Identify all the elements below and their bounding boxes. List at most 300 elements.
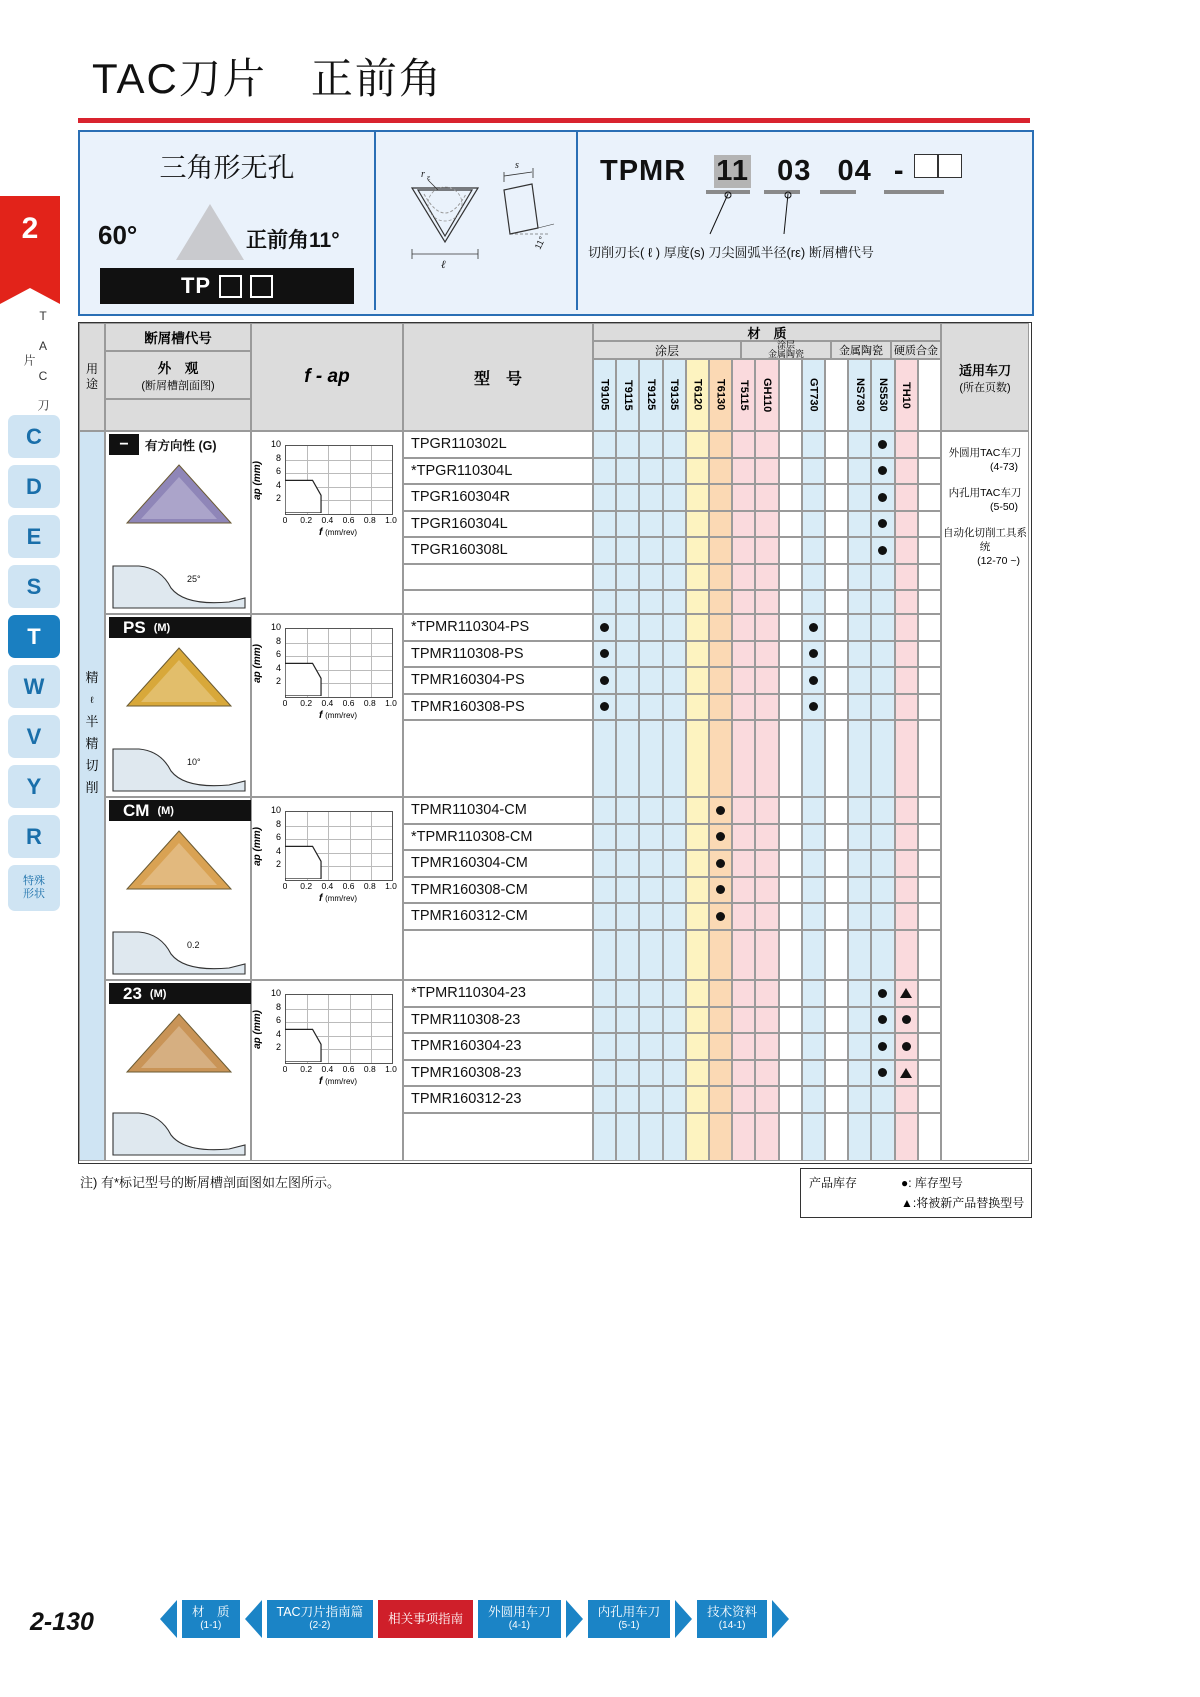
grade-cell-filler [663, 930, 686, 981]
groove-section-2 [109, 918, 249, 976]
stock-dot-icon [716, 859, 725, 868]
groove-section-3 [109, 1099, 249, 1157]
grade-cell-filler [639, 1113, 662, 1162]
grade-cell [663, 458, 686, 485]
grade-cell [755, 431, 778, 458]
grade-cell [871, 537, 894, 564]
chart-xtick: 1.0 [385, 698, 397, 708]
grade-cell [848, 877, 871, 904]
chart-xtick: 0.8 [363, 698, 376, 708]
grade-cell [871, 564, 894, 591]
grade-cell [616, 458, 639, 485]
chart-ytick: 6 [275, 649, 281, 660]
grade-cell [593, 850, 616, 877]
grade-cell-filler [663, 720, 686, 797]
grade-cell-filler [755, 590, 778, 614]
rail-special-shapes[interactable] [8, 865, 60, 911]
column-header-appearance [105, 351, 251, 399]
grade-cell [732, 458, 755, 485]
model-cell: TPGR160308L [403, 537, 593, 564]
grade-header-T9135 [663, 359, 686, 431]
grade-cell [848, 903, 871, 930]
rail-letter-e[interactable]: E [8, 515, 60, 558]
grade-cell [593, 614, 616, 641]
stock-dot-icon [878, 519, 887, 528]
grade-cell [848, 1060, 871, 1087]
grade-cell [686, 431, 709, 458]
nav-button-insert-guide-sub: (2-2) [309, 1620, 331, 1631]
grade-cell [593, 694, 616, 721]
included-angle: 60° [98, 220, 138, 250]
grade-cell [779, 694, 802, 721]
grade-cell [686, 641, 709, 668]
grade-cell [616, 1007, 639, 1034]
chart-xtick: 0.8 [363, 1064, 376, 1074]
nav-button-external-turning[interactable] [478, 1600, 561, 1638]
stock-dot-icon [878, 1042, 887, 1051]
grade-cell [686, 1060, 709, 1087]
grade-cell [639, 1007, 662, 1034]
product-table [78, 322, 1032, 1164]
grade-cell [802, 903, 825, 930]
grade-cell [709, 1086, 732, 1113]
grade-header-label: T6130 [714, 379, 727, 411]
grade-cell [848, 1007, 871, 1034]
chart-xlabel: f (mm/rev) [318, 710, 358, 721]
grade-cell-filler [755, 720, 778, 797]
chapter-badge [0, 196, 60, 288]
stock-dot-icon [600, 676, 609, 685]
svg-text:s: s [515, 160, 519, 171]
grade-cell [802, 1033, 825, 1060]
chart-application-area [285, 628, 391, 696]
grade-cell [895, 667, 918, 694]
grade-cell [593, 511, 616, 538]
grade-cell [732, 641, 755, 668]
grade-cell [895, 1033, 918, 1060]
chart-xlabel: f (mm/rev) [318, 1076, 358, 1087]
grade-cell [802, 1007, 825, 1034]
grade-cell [755, 1033, 778, 1060]
grade-cell [663, 877, 686, 904]
grade-cell-filler [825, 590, 848, 614]
nav-button-technical[interactable] [697, 1600, 767, 1638]
grade-cell [871, 797, 894, 824]
grade-cell [755, 1060, 778, 1087]
nav-button-insert-guide[interactable] [267, 1600, 374, 1638]
grade-cell [871, 484, 894, 511]
grade-cell-filler [825, 1113, 848, 1162]
svg-text:ℓ: ℓ [441, 259, 446, 271]
shape-info-panel [80, 132, 376, 310]
grade-header-label: T9125 [644, 379, 657, 411]
grade-cell-filler [663, 1113, 686, 1162]
grade-cell [593, 641, 616, 668]
grade-cell [732, 1033, 755, 1060]
grade-cell [732, 1060, 755, 1087]
chart-ytick: 2 [275, 493, 281, 504]
grade-cell [825, 641, 848, 668]
grade-cell [639, 1060, 662, 1087]
grade-cell [663, 980, 686, 1007]
model-cell: TPMR160304-PS [403, 667, 593, 694]
grade-cell [616, 1033, 639, 1060]
grade-header-blank-10 [825, 359, 848, 431]
grade-cell [616, 797, 639, 824]
grade-cell [639, 458, 662, 485]
grade-cell [918, 431, 941, 458]
grade-cell [848, 797, 871, 824]
grade-cell-filler [709, 930, 732, 981]
suitable-block-1 [942, 446, 1028, 474]
rail-letter-w[interactable]: W [8, 665, 60, 708]
grade-cell [825, 431, 848, 458]
grade-cell [663, 614, 686, 641]
rail-letter-v[interactable]: V [8, 715, 60, 758]
grade-cell [825, 877, 848, 904]
rail-letter-t[interactable]: T [8, 615, 60, 658]
grade-cell [639, 511, 662, 538]
grade-cell [709, 667, 732, 694]
suitable-block-2-line2: (5-50) [989, 501, 1018, 513]
grade-cell [709, 564, 732, 591]
rake-angle-label: 正前角11° [246, 229, 340, 252]
stock-legend-line2: ▲:将被新产品替换型号 [901, 1196, 1025, 1210]
suitable-block-3-line2: (12-70 ~) [977, 555, 1020, 567]
grade-cell [918, 903, 941, 930]
grade-cell-filler [871, 720, 894, 797]
grade-cell [686, 484, 709, 511]
grade-header-T9105 [593, 359, 616, 431]
column-header-fap [251, 323, 403, 431]
stock-legend-line1: ●: 库存型号 [901, 1176, 963, 1190]
groove-tag-label: 23 [123, 983, 142, 1003]
fap-chart-3 [251, 986, 403, 1106]
grade-cell [779, 537, 802, 564]
groove-tag-note: (M) [153, 621, 171, 634]
grade-cell [709, 877, 732, 904]
grade-cell [663, 1007, 686, 1034]
use-column-cell [79, 431, 105, 1161]
use-header-l2: 途 [85, 377, 98, 391]
nav-button-related[interactable] [378, 1600, 473, 1638]
grade-cell-filler [802, 590, 825, 614]
grade-cell [895, 614, 918, 641]
grade-header-GT730 [802, 359, 825, 431]
model-cell: *TPMR110304-23 [403, 980, 593, 1007]
chart-xtick: 0 [282, 698, 288, 708]
grade-cell [825, 797, 848, 824]
grade-cell-filler [802, 1113, 825, 1162]
grade-cell [709, 537, 732, 564]
grade-cell [802, 537, 825, 564]
rail-letter-s[interactable]: S [8, 565, 60, 608]
page-title: TAC刀片 正前角 [92, 55, 443, 102]
grade-cell-filler [848, 1113, 871, 1162]
grade-cell [755, 980, 778, 1007]
grade-cell [779, 877, 802, 904]
nav-arrow-right-1[interactable] [566, 1600, 583, 1638]
grade-cell [732, 694, 755, 721]
grade-cell [918, 458, 941, 485]
model-cell: TPMR160312-CM [403, 903, 593, 930]
grade-cell [848, 1033, 871, 1060]
grade-cell [848, 850, 871, 877]
grade-cell [686, 564, 709, 591]
nav-button-material[interactable] [182, 1600, 240, 1638]
grade-cell [825, 614, 848, 641]
grade-cell [779, 980, 802, 1007]
grade-cell [918, 511, 941, 538]
grade-cell [686, 667, 709, 694]
stock-dot-icon [902, 1042, 911, 1051]
grade-cell [709, 1060, 732, 1087]
model-cell: TPMR110308-PS [403, 641, 593, 668]
grade-header-NS730 [848, 359, 871, 431]
rail-special-line1: 特殊 [23, 875, 45, 887]
grade-cell [616, 694, 639, 721]
grade-cell [755, 850, 778, 877]
grade-cell-filler [755, 930, 778, 981]
grade-header-label: NS730 [853, 378, 866, 412]
grade-cell [848, 511, 871, 538]
grade-cell [639, 564, 662, 591]
fap-label: f - ap [304, 366, 350, 387]
grade-cell [848, 484, 871, 511]
grade-cell-filler [616, 720, 639, 797]
grade-cell-filler [848, 590, 871, 614]
grade-cell [895, 1007, 918, 1034]
model-cell: *TPGR110304L [403, 458, 593, 485]
nav-arrow-right-3[interactable] [772, 1600, 789, 1638]
suitable-block-2 [942, 486, 1028, 514]
column-header-suitable [941, 323, 1029, 431]
use-char-1: ℓ [90, 695, 94, 705]
model-cell-filler [403, 590, 593, 614]
rail-letter-y[interactable]: Y [8, 765, 60, 808]
chart-ytick: 4 [275, 662, 281, 673]
grade-header-label: TH10 [900, 381, 913, 409]
grade-cell [895, 877, 918, 904]
grade-cell [918, 1007, 941, 1034]
nav-arrow-left-2[interactable] [245, 1600, 262, 1638]
grade-cell [593, 484, 616, 511]
shape-title: 三角形无孔 [159, 153, 295, 183]
model-cell: TPMR160308-23 [403, 1060, 593, 1087]
grade-cell [755, 537, 778, 564]
nav-button-internal-turning-label: 内孔用车刀 [597, 1605, 661, 1619]
grade-header-T5115 [732, 359, 755, 431]
grade-cell [918, 850, 941, 877]
chart-ytick: 10 [270, 805, 281, 815]
grade-cell [709, 431, 732, 458]
nav-button-insert-guide-label: TAC刀片指南篇 [276, 1605, 364, 1619]
grade-cell-filler [686, 930, 709, 981]
grade-cell-filler [755, 1113, 778, 1162]
grade-cell [825, 1086, 848, 1113]
stock-dot-icon [809, 702, 818, 711]
grade-cell-filler [918, 590, 941, 614]
grade-cell [709, 980, 732, 1007]
nav-button-internal-turning[interactable] [588, 1600, 671, 1638]
grade-cell [755, 458, 778, 485]
stock-dot-icon [809, 623, 818, 632]
stock-dot-icon [878, 1015, 887, 1024]
groove-tag-note: (M) [157, 804, 174, 817]
designation-dash: - [893, 155, 905, 187]
grade-cell [779, 1086, 802, 1113]
grade-cell [895, 564, 918, 591]
svg-text:0.2: 0.2 [187, 940, 200, 950]
grade-cell [616, 641, 639, 668]
chart-xtick: 0.2 [300, 698, 313, 708]
nav-button-material-label: 材 质 [192, 1605, 230, 1619]
grade-cell [709, 641, 732, 668]
grade-cell-filler [616, 590, 639, 614]
grade-cell [918, 667, 941, 694]
chart-xtick: 0 [282, 1064, 288, 1074]
nav-button-internal-turning-sub: (5-1) [618, 1620, 640, 1631]
designation-group-2: 03 [777, 155, 812, 187]
grade-cell [895, 431, 918, 458]
stock-dot-icon [716, 885, 725, 894]
grade-cell-filler [779, 590, 802, 614]
grade-cell [802, 1086, 825, 1113]
chart-ytick: 4 [275, 479, 281, 490]
grade-cell [779, 614, 802, 641]
rail-letter-r[interactable]: R [8, 815, 60, 858]
grade-cell [871, 614, 894, 641]
chart-xtick: 0.6 [342, 1064, 355, 1074]
grade-cell [871, 694, 894, 721]
grade-cell [871, 431, 894, 458]
model-cell [403, 564, 593, 591]
grade-cell [918, 484, 941, 511]
grade-cell [593, 1033, 616, 1060]
grade-cell [871, 1033, 894, 1060]
grade-cell [663, 641, 686, 668]
grade-cell [848, 614, 871, 641]
chart-xtick: 1.0 [385, 515, 397, 525]
grade-cell [779, 903, 802, 930]
grade-cell [755, 641, 778, 668]
suitable-label: 适用车刀 [958, 362, 1011, 378]
grade-cell [593, 824, 616, 851]
code-box-1 [219, 275, 242, 298]
grade-cell [825, 980, 848, 1007]
grade-cell [663, 511, 686, 538]
grade-cell [732, 824, 755, 851]
stock-dot-icon [716, 806, 725, 815]
grade-cell [779, 850, 802, 877]
chart-ytick: 4 [275, 1028, 281, 1039]
fap-chart-0 [251, 437, 403, 557]
rail-letter-d[interactable]: D [8, 465, 60, 508]
grade-cell [709, 694, 732, 721]
grade-cell [639, 667, 662, 694]
nav-arrow-right-2[interactable] [675, 1600, 692, 1638]
svg-text:10°: 10° [187, 757, 201, 767]
stock-dot-icon [878, 1068, 887, 1077]
title-rule [78, 118, 1030, 123]
grade-cell [663, 431, 686, 458]
grade-cell [779, 564, 802, 591]
grade-cell [895, 1086, 918, 1113]
grade-cell-filler [848, 720, 871, 797]
grade-cell [616, 667, 639, 694]
grade-cell [663, 1086, 686, 1113]
grade-cell-filler [848, 930, 871, 981]
footnote: 注) 有*标记型号的断屑槽剖面图如左图所示。 [80, 1175, 341, 1190]
grade-cell [732, 614, 755, 641]
column-header-use [79, 323, 105, 431]
grade-cell-filler [732, 930, 755, 981]
grade-header-label: NS530 [876, 378, 889, 412]
grade-cell [779, 824, 802, 851]
grade-cell [616, 903, 639, 930]
model-cell: TPMR160312-23 [403, 1086, 593, 1113]
chart-xtick: 0.8 [363, 515, 376, 525]
suitable-holder-column [941, 431, 1029, 1161]
grade-header-label: T9115 [621, 379, 634, 411]
model-cell: TPMR160304-23 [403, 1033, 593, 1060]
chart-xtick: 0.4 [321, 698, 334, 708]
chart-xlabel: f (mm/rev) [318, 893, 358, 904]
grade-cell [779, 797, 802, 824]
chart-ytick: 10 [270, 988, 281, 998]
grade-cell [895, 797, 918, 824]
grade-cell [732, 484, 755, 511]
rail-letter-c[interactable]: C [8, 415, 60, 458]
grade-cell [871, 667, 894, 694]
stock-dot-icon [878, 989, 887, 998]
nav-arrow-left-1[interactable] [160, 1600, 177, 1638]
grade-cell [639, 614, 662, 641]
grade-cell-filler [639, 720, 662, 797]
chapter-label [22, 300, 48, 420]
grade-cell [779, 431, 802, 458]
grade-cell-filler [639, 930, 662, 981]
chart-xtick: 0.2 [300, 1064, 313, 1074]
grade-cell [755, 511, 778, 538]
grade-cell [686, 537, 709, 564]
grade-cell [895, 824, 918, 851]
coated-cermet-l2: 金属陶瓷 [767, 349, 804, 359]
grade-cell [895, 1060, 918, 1087]
suitable-block-3 [942, 526, 1028, 568]
grade-cell [802, 797, 825, 824]
code-box-2 [250, 275, 273, 298]
nav-button-related-label: 相关事项指南 [388, 1611, 464, 1626]
grade-cell [686, 903, 709, 930]
stock-dot-icon [878, 546, 887, 555]
grade-cell [616, 824, 639, 851]
grade-cell [871, 641, 894, 668]
grade-cell [918, 564, 941, 591]
grade-cell [639, 877, 662, 904]
nav-button-technical-sub: (14-1) [718, 1620, 746, 1631]
grade-cell-filler [895, 720, 918, 797]
grade-header-T9125 [639, 359, 662, 431]
grade-cell [825, 564, 848, 591]
grade-cell [871, 980, 894, 1007]
footer-nav [160, 1598, 789, 1640]
grade-cell [871, 511, 894, 538]
grade-cell [639, 431, 662, 458]
suitable-block-2-line1: 内孔用TAC车刀 [948, 487, 1022, 499]
groove-tag-note: (M) [149, 987, 167, 1000]
column-header-material: 材 质 [593, 323, 941, 341]
